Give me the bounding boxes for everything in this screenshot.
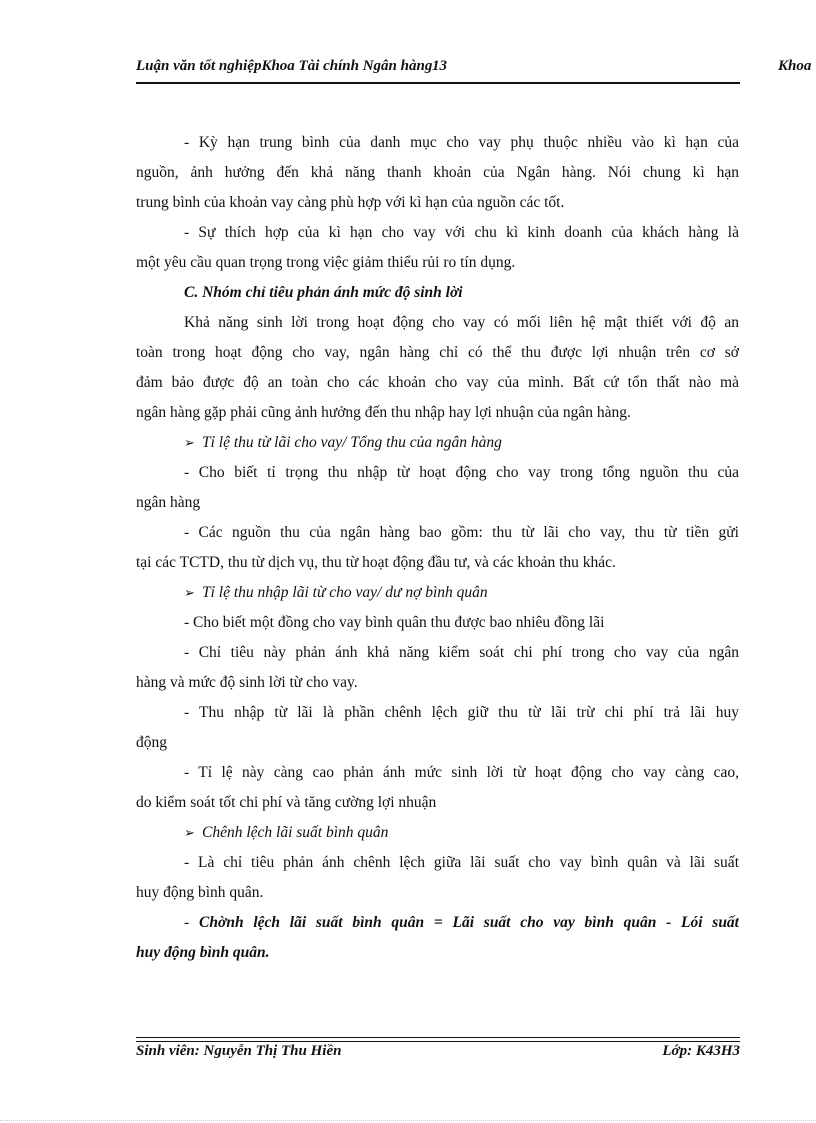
- arrow-bullet-icon: ➢: [184, 585, 195, 600]
- text-line: do kiểm soát tốt chi phí và tăng cường lợi nhuận: [136, 794, 437, 811]
- formula-line: huy động bình quân.: [136, 944, 270, 961]
- footer-rule: [136, 1041, 740, 1042]
- header-right-text: Khoa: [778, 58, 812, 74]
- page-header: [136, 58, 812, 82]
- text-line: Khả năng sinh lời trong hoạt động cho vay có mối liên hệ mật thiết với độ an: [184, 314, 739, 331]
- text-line: nguồn, ảnh hưởng đến khả năng thanh khoản của Ngân hàng. Nói chung kì hạn: [136, 164, 739, 181]
- bullet-heading: [184, 428, 739, 458]
- text-line: - Kỳ hạn trung bình của danh mục cho vay phụ thuộc nhiều vào kì hạn của: [184, 134, 739, 151]
- text-line: một yêu cầu quan trọng trong việc giảm thiểu rủi ro tín dụng.: [136, 254, 516, 271]
- bullet-text: Chênh lệch lãi suất bình quân: [202, 824, 389, 841]
- bullet-heading: [184, 818, 739, 848]
- bullet-text: Tỉ lệ thu từ lãi cho vay/ Tổng thu của ngân hàng: [202, 434, 502, 451]
- arrow-bullet-icon: ➢: [184, 435, 195, 450]
- text-line: - Tỉ lệ này càng cao phản ánh mức sinh lời từ hoạt động cho vay càng cao,: [184, 764, 739, 781]
- text-line: toàn trong hoạt động cho vay, ngân hàng chỉ có thể thu được lợi nhuận trên cơ sở: [136, 344, 739, 361]
- text-line: động: [136, 734, 167, 751]
- bullet-text: Tỉ lệ thu nhập lãi từ cho vay/ dư nợ bình quân: [202, 584, 488, 601]
- bullet-heading: [184, 578, 739, 608]
- page-footer: [136, 1043, 740, 1065]
- text-line: ngân hàng: [136, 494, 201, 511]
- header-rule: [136, 82, 740, 84]
- text-line: - Chỉ tiêu này phản ánh khả năng kiểm soát chi phí trong cho vay của ngân: [184, 644, 739, 661]
- text-line: ngân hàng gặp phải cũng ảnh hưởng đến thu nhập hay lợi nhuận của ngân hàng.: [136, 404, 631, 421]
- text-line: trung bình của khoản vay càng phù hợp với kì hạn của nguồn các tốt.: [136, 194, 565, 211]
- text-line: - Cho biết tỉ trọng thu nhập từ hoạt động cho vay trong tổng nguồn thu của: [184, 464, 739, 481]
- formula-text: Chờnh lệch lãi suất bình quân = Lãi suất cho vay bình quân - Lói suất: [199, 914, 739, 931]
- dash-marker: -: [184, 914, 194, 931]
- footer-rule: [136, 1037, 740, 1038]
- page-bottom-border: [0, 1120, 816, 1121]
- section-heading: C. Nhóm chỉ tiêu phản ánh mức độ sinh lời: [184, 284, 463, 301]
- text-line: - Sự thích hợp của kì hạn cho vay với chu kì kinh doanh của khách hàng là: [184, 224, 739, 241]
- text-line: - Là chỉ tiêu phản ánh chênh lệch giữa lãi suất cho vay bình quân và lãi suất: [184, 854, 739, 871]
- text-line: hàng và mức độ sinh lời từ cho vay.: [136, 674, 358, 691]
- header-title: Luận văn tốt nghiệpKhoa Tài chính Ngân hàng: [136, 58, 433, 74]
- class-code: Lớp: K43H3: [662, 1043, 740, 1059]
- arrow-bullet-icon: ➢: [184, 825, 195, 840]
- text-line: - Thu nhập từ lãi là phần chênh lệch giữ thu từ lãi trừ chi phí trả lãi huy: [184, 704, 739, 721]
- text-line: - Các nguồn thu của ngân hàng bao gồm: thu từ lãi cho vay, thu từ tiền gửi: [184, 524, 739, 541]
- formula-line: [184, 908, 739, 938]
- text-line: huy động bình quân.: [136, 884, 264, 901]
- student-name: Sinh viên: Nguyễn Thị Thu Hiền: [136, 1043, 342, 1059]
- text-line: - Cho biết một đồng cho vay bình quân thu được bao nhiêu đồng lãi: [184, 614, 605, 631]
- text-line: tại các TCTD, thu từ dịch vụ, thu từ hoạt động đầu tư, và các khoản thu khác.: [136, 554, 616, 571]
- text-line: đảm bảo được độ an toàn cho các khoản cho vay của mình. Bất cứ tổn thất nào mà: [136, 374, 739, 391]
- page-number: 13: [432, 58, 447, 74]
